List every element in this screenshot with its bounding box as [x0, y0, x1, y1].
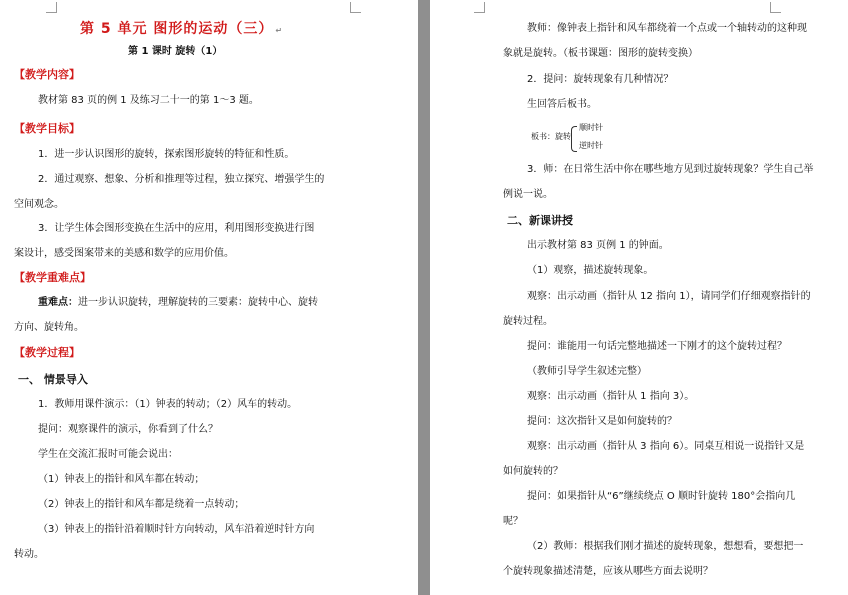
section-1-heading: 一、 情景导入 [18, 373, 88, 386]
lesson-unit-title: 第 5 单元 图形的运动（三） ↵ [80, 21, 284, 37]
right-p11: 提问：这次指针又是如何旋转的？ [527, 416, 677, 427]
process-p6-line-2: 转动。 [14, 549, 44, 560]
lesson-subtitle: 第 1 课时 旋转（1） [128, 46, 223, 57]
blackboard-rotation-diagram [531, 120, 651, 156]
process-p1: 1．教师用课件演示：（1）钟表的转动；（2）风车的转动。 [38, 399, 298, 410]
goal-1: 1．进一步认识图形的旋转，探索图形旋转的特征和性质。 [38, 149, 295, 160]
process-p2: 提问：观察课件的演示，你看到了什么？ [38, 424, 218, 435]
right-p3: 生回答后板书。 [527, 99, 597, 110]
right-p1-line-2: 象就是旋转。（板书课题：图形的旋转变换） [503, 48, 698, 59]
right-p9: （教师引导学生叙述完整） [527, 366, 647, 377]
right-p14-line-1: （2）教师：根据我们刚才描述的旋转现象，想想看，要想把一 [527, 541, 804, 552]
process-p5: （2）钟表上的指针和风车都是绕着一点转动； [38, 499, 245, 510]
margin-corner-mark [770, 2, 781, 13]
right-p13-line-1: 提问：如果指针从“6”继续绕点 O 顺时针旋转 180°会指向几 [527, 491, 796, 502]
right-p12-line-1: 观察：出示动画（指针从 3 指向 6）。同桌互相说一说指针又是 [527, 441, 805, 452]
right-p8: 提问：谁能用一句话完整地描述一下刚才的这个旋转过程？ [527, 341, 787, 352]
goal-3-line-1: 3．让学生体会图形变换在生活中的应用，利用图形变换进行图 [38, 223, 315, 234]
goal-2-line-1: 2．通过观察、想象、分析和推理等过程，独立探究、增强学生的 [38, 174, 325, 185]
margin-corner-mark [350, 2, 361, 13]
right-p5: 出示教材第 83 页例 1 的钟面。 [527, 240, 669, 251]
process-p3: 学生在交流汇报时可能会说出： [38, 449, 178, 460]
right-p4-line-2: 例说一说。 [503, 189, 553, 200]
heading-teaching-content: 【教学内容】 [14, 68, 80, 81]
content-text: 教材第 83 页的例 1 及练习二十一的第 1～3 题。 [38, 95, 259, 106]
section-2-heading: 二、新课讲授 [507, 214, 573, 227]
right-p4-line-1: 3．师：在日常生活中你在哪些地方见到过旋转现象？学生自己举 [527, 164, 814, 175]
margin-corner-mark [474, 2, 485, 13]
heading-teaching-goals: 【教学目标】 [14, 122, 80, 135]
key-points-line-1: 重难点：进一步认识旋转，理解旋转的三要素：旋转中心、旋转 [38, 297, 318, 308]
goal-3-line-2: 案设计，感受图案带来的美感和数学的应用价值。 [14, 248, 234, 259]
heading-teaching-process: 【教学过程】 [14, 346, 80, 359]
margin-corner-mark [46, 2, 57, 13]
right-p7-line-2: 旋转过程。 [503, 316, 553, 327]
heading-key-points: 【教学重难点】 [14, 271, 91, 284]
process-p6-line-1: （3）钟表上的指针沿着顺时针方向转动，风车沿着逆时针方向 [38, 524, 315, 535]
board-option-clockwise: 顺时针 [579, 123, 603, 132]
right-p6: （1）观察，描述旋转现象。 [527, 265, 654, 276]
right-p12-line-2: 如何旋转的？ [503, 466, 563, 477]
right-p14-line-2: 个旋转现象描述清楚，应该从哪些方面去说明？ [503, 566, 713, 577]
page-gutter [418, 0, 430, 595]
goal-2-line-2: 空间观念。 [14, 199, 64, 210]
key-points-line-2: 方向、旋转角。 [14, 322, 84, 333]
right-p13-line-2: 呢？ [503, 516, 523, 527]
right-p10: 观察：出示动画（指针从 1 指向 3）。 [527, 391, 695, 402]
right-p2: 2．提问：旋转现象有几种情况？ [527, 74, 674, 85]
right-p7-line-1: 观察：出示动画（指针从 12 指向 1），请同学们仔细观察指针的 [527, 291, 811, 302]
right-p1-line-1: 教师：像钟表上指针和风车都绕着一个点或一个轴转动的这种现 [527, 23, 807, 34]
board-option-counterclockwise: 逆时针 [579, 141, 603, 150]
board-label: 板书：旋转 [531, 132, 571, 141]
brace-icon [571, 126, 577, 152]
process-p4: （1）钟表上的指针和风车都在转动； [38, 474, 205, 485]
